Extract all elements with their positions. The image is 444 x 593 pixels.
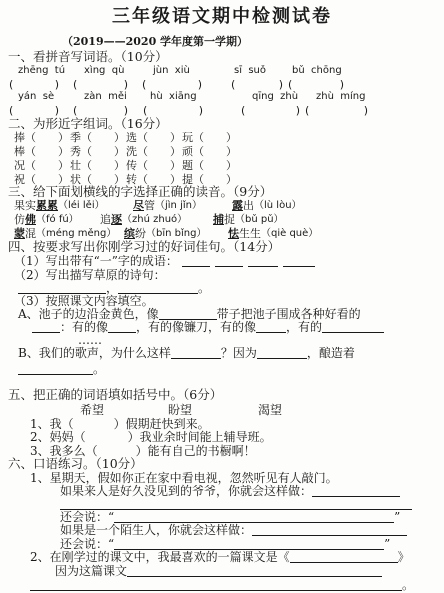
pinyin-prompt: zhù míng [316,91,366,102]
word-part: 生生 [239,227,261,240]
open-paren: ( [9,78,14,91]
answer-box [73,78,128,91]
question-text: 还会说：“ [60,537,115,551]
item-text: ）我业余时间能上辅导班。 [127,430,272,444]
reading-item [100,213,187,227]
item-text: 3、我多么（ [30,444,98,458]
word-part: 果实 [14,199,36,212]
fill-in-b-line-2 [18,362,105,376]
pinyin-prompt: xìng qù [84,65,125,76]
similar-char-item: 捧（ ） [14,131,69,144]
stranger-scenario [60,523,407,537]
answer-blank [118,281,198,294]
close-paren: ) [339,78,344,91]
answer-box [9,78,59,91]
similar-char-item: 玩（ ） [182,131,237,144]
section-3-heading: 三、给下面划横线的字选择正确的读音。（9分） [8,184,273,199]
answer-blank [171,346,221,359]
similar-char-item: 秀（ ） [70,145,125,158]
similar-char-item: 壮（ ） [70,159,125,172]
reading-item [133,199,202,213]
pinyin-choices: （qiè què） [261,228,319,239]
underlined-char: 缤 [124,227,135,240]
oral-question-1: 1、星期天，假如你正在家中看电视，忽然听见有人敲门。 [30,471,338,485]
fill-in-b-line-1 [18,346,355,360]
answer-blank [108,320,136,333]
answer-blank [32,320,60,333]
close-paren: ) [123,104,128,117]
passage-text: ，有的像镰刀，有的像 [136,320,257,334]
open-paren: ( [142,78,147,91]
answer-blank [30,578,402,591]
open-paren: ( [143,104,148,117]
punctuation: 。 [198,281,211,295]
similar-char-item: 况（ ） [14,159,69,172]
punctuation: 。 [93,362,106,376]
close-paren: ) [363,104,368,117]
question-text: 如果是一个陌生人，你就会这样做： [60,523,253,537]
pinyin-prompt: zàn měi [84,91,127,102]
item-text: ）假期赶快到来。 [113,417,210,431]
word-part: 仿 [14,213,25,226]
section-4-heading: 四、按要求写出你刚学习过的好词佳句。（14分） [8,239,281,254]
reading-item [213,213,284,227]
open-paren: ( [305,104,310,117]
exam-title: 三年级语文期中检测试卷 [112,6,332,27]
answer-box [142,78,202,91]
answer-blank [127,564,382,577]
question-4-1 [14,254,315,268]
reason-line-2 [30,578,414,592]
section-5-heading: 五、把正确的词语填如括号中。（6分） [8,387,223,402]
ellipsis: …… [78,333,102,347]
open-paren: ( [231,78,236,91]
word-choice: 渴望 [258,403,283,417]
word-choice: 希望 [80,403,105,417]
word-part: 纷 [135,227,146,240]
answer-blank [114,510,394,523]
open-paren: ( [73,104,78,117]
pinyin-choices: （bīn bǐng） [146,228,207,239]
answer-blank [256,320,286,333]
close-paren: ) [197,78,202,91]
reading-item [14,199,105,213]
close-paren: ) [198,104,203,117]
section-2-heading: 二、为形近字组词。（16分） [8,116,168,131]
passage-text: ：有的像 [60,320,109,334]
answer-blank [248,254,278,267]
school-year: （2019——2020 学年度第一学期） [62,35,249,48]
similar-char-item: 题（ ） [182,159,237,172]
pinyin-choices: （lù lòu） [254,200,302,211]
answer-line [60,497,412,511]
word-part: 混 [25,227,36,240]
open-paren: ( [73,78,78,91]
similar-char-item: 转（ ） [126,173,181,186]
close-quote: ” [384,537,391,551]
answer-blank [290,550,398,563]
fill-in-a-line-2 [32,320,384,334]
similar-char-item: 祝（ ） [14,173,69,186]
pinyin-prompt: bǔ chōng [292,65,342,76]
passage-text: ？因为 [220,346,257,360]
section-6-heading: 六、口语练习。（10分） [8,456,143,471]
similar-char-item: 选（ ） [126,131,181,144]
question-text: 2、在刚学过的课文中，我最喜欢的一篇课文是《 [30,550,290,564]
word-part: 管 [144,199,155,212]
answer-blank [182,254,210,267]
pinyin-choices: （zhú zhuó） [122,214,188,225]
passage-text: ，有的 [286,320,323,334]
answer-box [231,78,283,91]
answer-blank [215,254,243,267]
similar-char-item: 棒（ ） [14,145,69,158]
section-1-heading: 一、看拼音写词语。（10分） [8,49,168,64]
question-4-3: （3）按照课文内容填空。 [14,294,154,308]
punctuation: ， [106,281,119,295]
underlined-char: 怯 [228,227,239,240]
answer-box [288,78,344,91]
reason-line [55,564,382,578]
open-paren: ( [241,104,246,117]
answer-box [241,104,300,117]
close-paren: ) [54,78,59,91]
item-text: ）能有自己的书橱啊！ [135,444,256,458]
question-text: 还会说：“ [60,510,115,524]
word-fill-item [30,430,272,444]
punctuation: 。 [402,578,415,592]
similar-char-item: 顽（ ） [182,145,237,158]
poem-answer-line [18,281,210,295]
question-text: （1）写出带有“一”字的成语： [14,254,178,268]
close-paren: ) [123,78,128,91]
answer-blank [312,484,400,497]
pinyin-prompt: yán sè [18,91,55,102]
passage-text: ，酿造着 [306,346,355,360]
similar-char-item: 季（ ） [70,131,125,144]
underlined-char: 捕 [213,213,224,226]
underlined-char: 累累 [36,199,58,212]
pinyin-prompt: zhēng tú [18,65,66,76]
underlined-char: 逐 [111,213,122,226]
word-fill-item [30,417,210,431]
close-paren: ) [54,104,59,117]
fill-in-a-line-1 [18,307,361,321]
underlined-char: 露 [232,199,243,212]
answer-blank [114,537,384,550]
open-paren: ( [9,104,14,117]
pinyin-prompt: jùn xiù [153,65,190,76]
pinyin-choices: （jìn jǐn） [155,200,202,211]
oral-question-2 [30,550,410,564]
passage-text: 带子把池子围成各种好看的 [216,307,361,321]
answer-blank [60,497,412,510]
underlined-char: 蒙 [14,227,25,240]
stranger-speech [60,537,390,551]
grandpa-speech [60,510,400,524]
answer-blank [18,281,106,294]
question-text: 如果来人是好久没见到的爷爷，你就会这样做： [60,484,313,498]
answer-blank [18,362,93,375]
close-paren: ) [295,104,300,117]
pinyin-choices: （fó fú） [36,214,79,225]
close-paren: ) [278,78,283,91]
item-text: 2、妈妈（ [30,430,86,444]
underlined-char: 尽 [133,199,144,212]
question-4-2: （2）写出描写草原的诗句： [14,268,166,282]
answer-blank [322,320,384,333]
similar-char-item: 提（ ） [182,173,237,186]
answer-blank [252,523,407,536]
similar-char-item: 洗（ ） [126,145,181,158]
word-part: 追 [100,213,111,226]
similar-char-item: 传（ ） [126,159,181,172]
question-text: 因为这篇课文 [55,564,128,578]
pinyin-choices: （léi lěi） [58,200,105,211]
open-paren: ( [288,78,293,91]
word-part: 出 [243,199,254,212]
similar-char-item: 状（ ） [70,173,125,186]
close-bracket: 》 [397,550,410,564]
item-text: 1、我（ [30,417,74,431]
pinyin-prompt: qīng zhù [252,91,299,102]
pinyin-prompt: hù xiāng [150,91,197,102]
passage-text: A、池子的边沿金黄色，像 [18,307,159,321]
underlined-char: 佛 [25,213,36,226]
reading-item [14,213,79,227]
answer-blank [159,307,217,320]
word-part: 捉 [224,213,235,226]
close-quote: ” [394,510,401,524]
pinyin-prompt: sī suǒ [234,65,267,76]
passage-text: B、我们的歌声，为什么这样 [18,346,171,360]
pinyin-choices: （méng měng） [36,228,117,239]
reading-item [232,199,302,213]
grandpa-scenario [60,484,400,498]
pinyin-choices: （bǔ pǔ） [235,214,284,225]
word-choice: 盼望 [168,403,193,417]
answer-blank [257,346,307,359]
answer-blank [283,254,315,267]
answer-box [305,104,368,117]
